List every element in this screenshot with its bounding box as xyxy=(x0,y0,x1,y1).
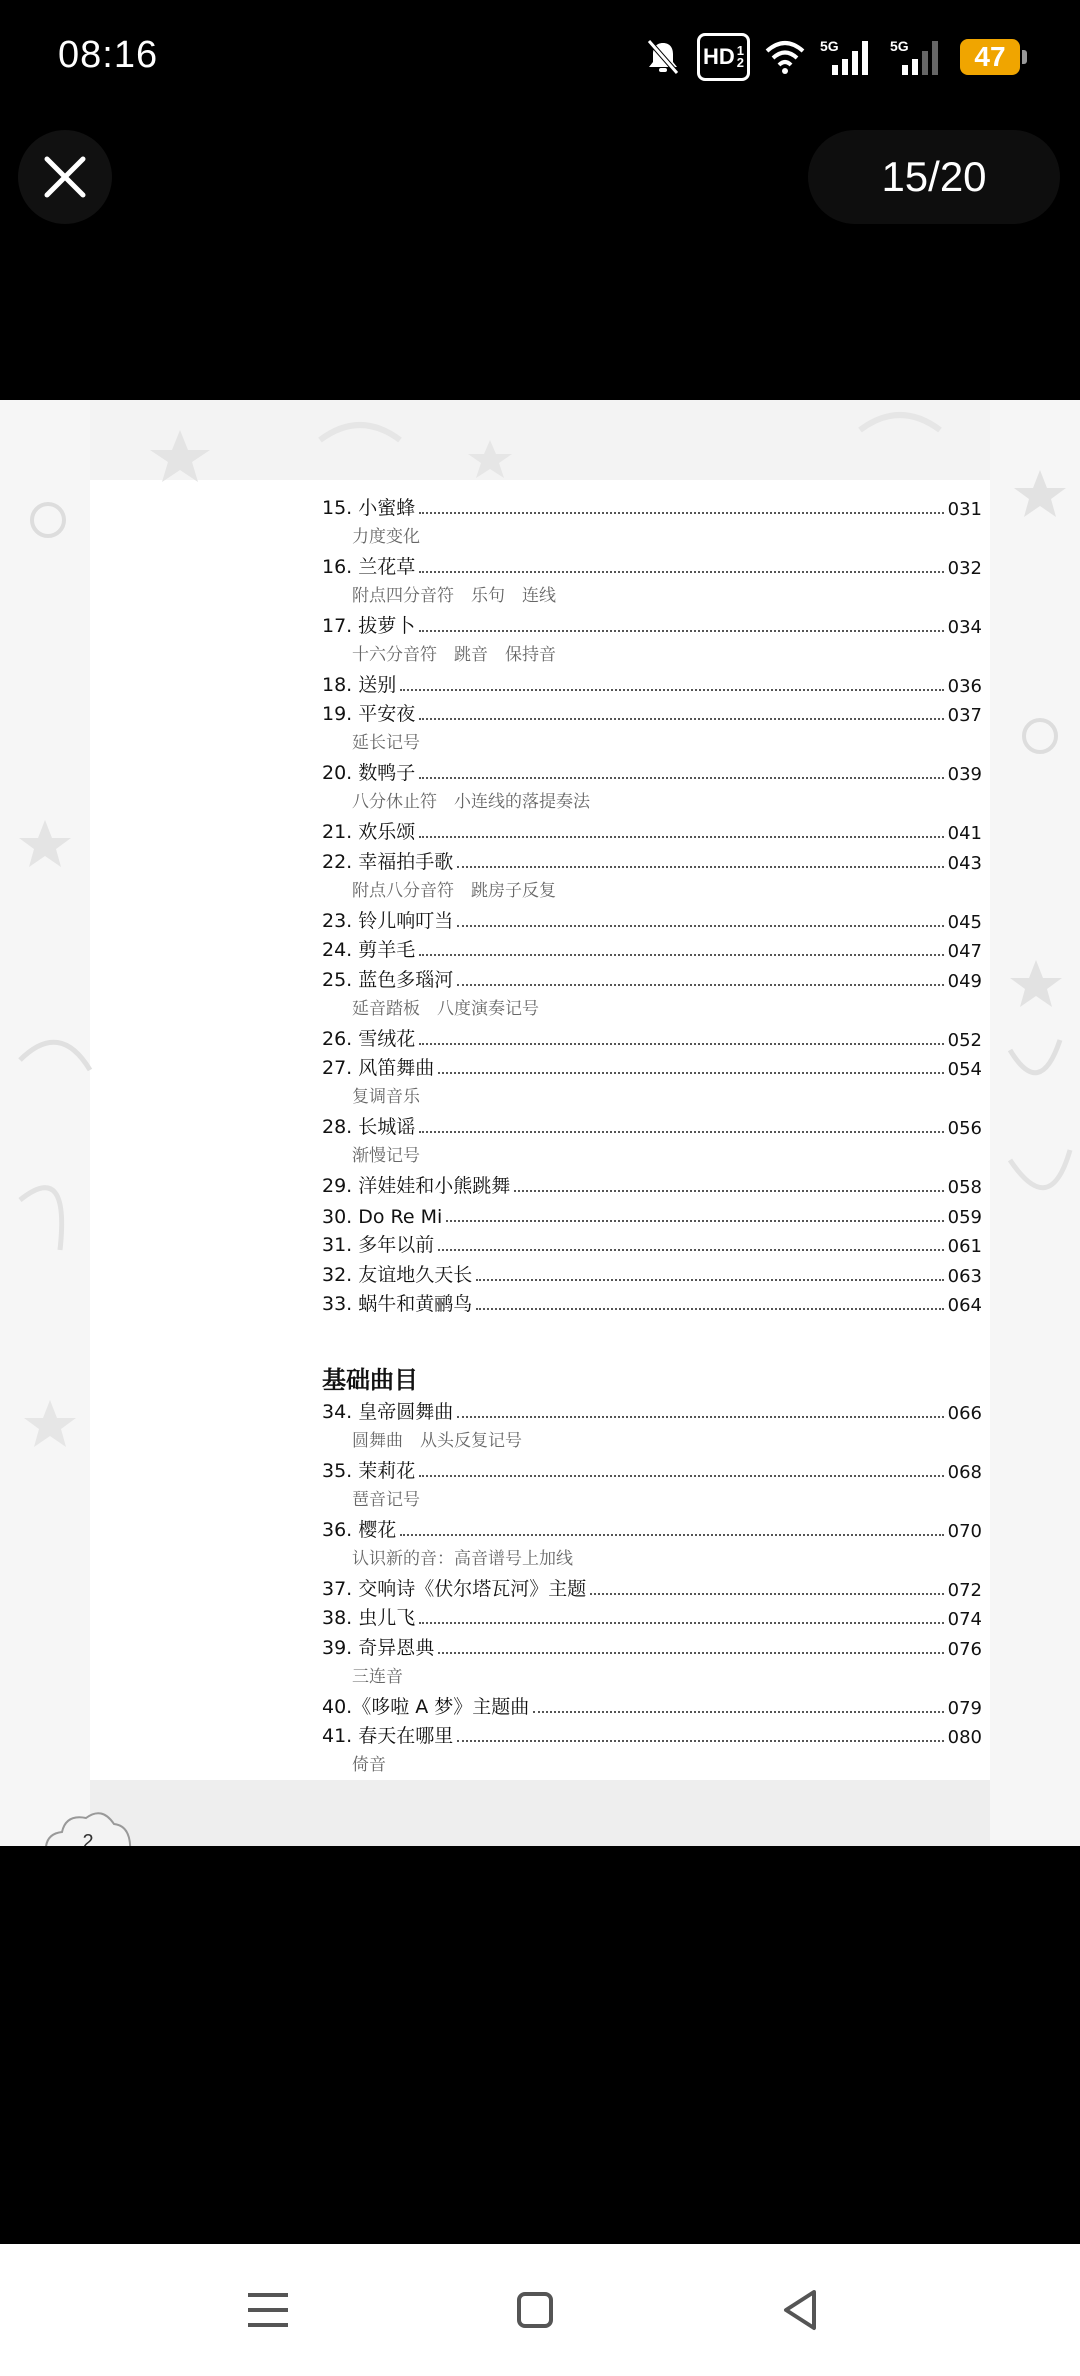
toc-entry-page: 066 xyxy=(947,1402,982,1424)
leader-dots xyxy=(419,630,943,632)
toc-entry-subtitle: 圆舞曲 从头反复记号 xyxy=(352,1430,522,1451)
page-number: 2 xyxy=(82,1831,94,1853)
leader-dots xyxy=(438,1249,943,1251)
toc-entry-subtitle: 复调音乐 xyxy=(352,1087,420,1107)
toc-entry-page: 074 xyxy=(947,1609,982,1630)
toc-entry xyxy=(322,1571,982,1601)
menu-icon xyxy=(248,2291,288,2329)
leader-dots xyxy=(419,777,943,779)
back-icon xyxy=(780,2289,820,2331)
leader-dots xyxy=(457,1416,943,1418)
hd-label: HD xyxy=(702,44,735,69)
toc-entry xyxy=(322,844,982,874)
section-title: 基础曲目 xyxy=(322,1366,418,1394)
table-of-contents xyxy=(322,490,982,1778)
toc-entry-subtitle: 倚音 xyxy=(352,1755,386,1775)
page-number-cloud xyxy=(40,1804,136,1853)
toc-entry-page: 058 xyxy=(947,1177,982,1198)
bell-muted-icon xyxy=(643,37,683,77)
toc-entry xyxy=(322,903,982,933)
toc-entry xyxy=(322,933,982,963)
hd-voice-icon xyxy=(697,33,750,81)
toc-entry xyxy=(322,1257,982,1287)
battery-indicator: 47 xyxy=(960,39,1020,75)
toc-entry xyxy=(322,1601,982,1631)
leader-dots xyxy=(400,689,943,691)
toc-entry-page: 059 xyxy=(947,1206,982,1228)
toc-entry-title: 31. 多年以前 xyxy=(322,1234,435,1256)
toc-entry-page: 070 xyxy=(947,1520,982,1542)
toc-entry xyxy=(322,1453,982,1483)
leader-dots xyxy=(457,925,943,927)
toc-entry-title: 33. 蜗牛和黄鹂鸟 xyxy=(322,1293,473,1315)
close-icon xyxy=(43,155,87,199)
leader-dots xyxy=(419,571,943,573)
toc-entry-page: 036 xyxy=(947,675,982,697)
toc-entry-page: 031 xyxy=(947,498,982,520)
toc-entry-subtitle: 延音踏板 八度演奏记号 xyxy=(352,998,539,1019)
toc-entry xyxy=(322,1394,982,1424)
toc-entry-title: 39. 奇异恩典 xyxy=(322,1636,435,1659)
toc-entry-subtitle: 琶音记号 xyxy=(352,1489,420,1510)
toc-entry-page: 041 xyxy=(947,823,982,844)
toc-entry xyxy=(322,1110,982,1140)
toc-entry xyxy=(322,490,982,520)
toc-entry-page: 045 xyxy=(947,911,982,933)
leader-dots xyxy=(419,1622,943,1624)
leader-dots xyxy=(457,866,943,868)
toc-entry-title: 37. 交响诗《伏尔塔瓦河》主题 xyxy=(322,1577,587,1600)
page-counter: 15/20 xyxy=(808,130,1060,224)
toc-entry-subtitle: 八分休止符 小连线的落提奏法 xyxy=(352,792,590,812)
leader-dots xyxy=(457,1740,943,1742)
toc-entry-title: 40.《哆啦 A 梦》主题曲 xyxy=(322,1695,530,1718)
toc-entry-page: 049 xyxy=(947,970,982,992)
toc-entry xyxy=(322,1512,982,1542)
toc-entry xyxy=(322,756,982,786)
toc-entry-subtitle: 力度变化 xyxy=(352,526,420,547)
toc-entry-title: 34. 皇帝圆舞曲 xyxy=(322,1400,454,1423)
toc-entry xyxy=(322,1689,982,1719)
back-button[interactable] xyxy=(770,2280,830,2340)
toc-entry-subtitle: 十六分音符 跳音 保持音 xyxy=(352,644,556,665)
toc-entry xyxy=(322,1169,982,1199)
toc-entry-title: 16. 兰花草 xyxy=(322,555,416,578)
toc-entry-title: 32. 友谊地久天长 xyxy=(322,1263,473,1286)
toc-entry-subtitle: 附点四分音符 乐句 连线 xyxy=(352,585,556,606)
toc-entry-title: 36. 樱花 xyxy=(322,1518,397,1541)
toc-entry-title: 38. 虫儿飞 xyxy=(322,1607,416,1629)
leader-dots xyxy=(419,1131,943,1133)
toc-entry xyxy=(322,962,982,992)
signal-icon-2 xyxy=(890,37,946,77)
toc-entry-title: 27. 风笛舞曲 xyxy=(322,1057,435,1079)
toc-entry-subtitle: 延长记号 xyxy=(352,733,420,753)
toc-entry-page: 039 xyxy=(947,764,982,785)
signal1-label: 5G xyxy=(820,38,839,54)
toc-entry-page: 080 xyxy=(947,1727,982,1748)
toc-entry-page: 076 xyxy=(947,1638,982,1660)
status-icons xyxy=(643,34,1020,80)
leader-dots xyxy=(533,1711,943,1713)
toc-entry-page: 063 xyxy=(947,1265,982,1287)
toc-entry xyxy=(322,1287,982,1317)
toc-entry xyxy=(322,608,982,638)
toc-entry-page: 068 xyxy=(947,1461,982,1483)
leader-dots xyxy=(400,1534,943,1536)
toc-entry-title: 26. 雪绒花 xyxy=(322,1027,416,1050)
menu-button[interactable] xyxy=(238,2280,298,2340)
toc-entry xyxy=(322,815,982,845)
wifi-icon xyxy=(764,37,806,77)
toc-entry-title: 20. 数鸭子 xyxy=(322,762,416,784)
leader-dots xyxy=(419,718,943,720)
toc-entry xyxy=(322,697,982,727)
toc-entry xyxy=(322,1630,982,1660)
toc-entry xyxy=(322,1051,982,1081)
toc-entry-title: 23. 铃儿响叮当 xyxy=(322,909,454,932)
navigation-bar xyxy=(0,2244,1080,2376)
toc-entry-page: 047 xyxy=(947,941,982,962)
toc-entry-title: 21. 欢乐颂 xyxy=(322,821,416,843)
toc-entry xyxy=(322,549,982,579)
toc-entry-title: 41. 春天在哪里 xyxy=(322,1725,454,1747)
toc-entry-page: 054 xyxy=(947,1059,982,1080)
status-bar xyxy=(0,0,1080,120)
toc-entry xyxy=(322,1198,982,1228)
toc-entry-title: 17. 拔萝卜 xyxy=(322,614,416,637)
toc-entry-page: 037 xyxy=(947,705,982,726)
toc-entry-title: 25. 蓝色多瑙河 xyxy=(322,968,454,991)
home-button[interactable] xyxy=(505,2280,565,2340)
toc-entry-subtitle: 附点八分音符 跳房子反复 xyxy=(352,880,556,901)
home-icon xyxy=(516,2291,554,2329)
leader-dots xyxy=(419,1475,943,1477)
toc-entry-page: 032 xyxy=(947,557,982,579)
toc-entry-title: 28. 长城谣 xyxy=(322,1116,416,1138)
toc-entry-subtitle: 渐慢记号 xyxy=(352,1146,420,1166)
toc-entry-page: 052 xyxy=(947,1029,982,1051)
toc-entry-title: 29. 洋娃娃和小熊跳舞 xyxy=(322,1175,511,1197)
toc-entry-page: 061 xyxy=(947,1236,982,1257)
leader-dots xyxy=(446,1220,943,1222)
leader-dots xyxy=(419,836,943,838)
close-button[interactable] xyxy=(18,130,112,224)
toc-entry xyxy=(322,667,982,697)
toc-entry-title: 35. 茉莉花 xyxy=(322,1459,416,1482)
toc-entry xyxy=(322,1228,982,1258)
toc-entry-title: 24. 剪羊毛 xyxy=(322,939,416,961)
toc-entry-page: 064 xyxy=(947,1295,982,1316)
toc-entry-subtitle: 三连音 xyxy=(352,1666,403,1687)
hd-sub-label: 1 2 xyxy=(736,43,744,70)
status-time: 08:16 xyxy=(58,34,159,76)
leader-dots xyxy=(514,1190,943,1192)
leader-dots xyxy=(438,1652,943,1654)
toc-entry-subtitle: 认识新的音：高音谱号上加线 xyxy=(352,1548,573,1569)
toc-entry-title: 22. 幸福拍手歌 xyxy=(322,850,454,873)
signal2-label: 5G xyxy=(890,38,909,54)
leader-dots xyxy=(476,1308,943,1310)
toc-entry-page: 079 xyxy=(947,1697,982,1719)
toc-entry-page: 056 xyxy=(947,1118,982,1139)
toc-entry-title: 15. 小蜜蜂 xyxy=(322,496,416,519)
toc-entry-title: 30. Do Re Mi xyxy=(322,1205,443,1228)
document-page[interactable] xyxy=(0,400,1080,1853)
toc-entry-title: 19. 平安夜 xyxy=(322,703,416,725)
toc-entry-page: 034 xyxy=(947,616,982,638)
leader-dots xyxy=(457,984,943,986)
toc-entry xyxy=(322,1719,982,1749)
toc-list-a xyxy=(322,490,982,1316)
leader-dots xyxy=(438,1072,943,1074)
leader-dots xyxy=(476,1279,943,1281)
leader-dots xyxy=(419,1043,943,1045)
signal-icon-1 xyxy=(820,37,876,77)
toc-entry-page: 072 xyxy=(947,1579,982,1601)
leader-dots xyxy=(419,512,943,514)
toc-list-b xyxy=(322,1394,982,1778)
toc-entry-page: 043 xyxy=(947,852,982,874)
leader-dots xyxy=(590,1593,943,1595)
toc-entry-title: 18. 送别 xyxy=(322,673,397,696)
toc-entry xyxy=(322,1021,982,1051)
leader-dots xyxy=(419,954,943,956)
